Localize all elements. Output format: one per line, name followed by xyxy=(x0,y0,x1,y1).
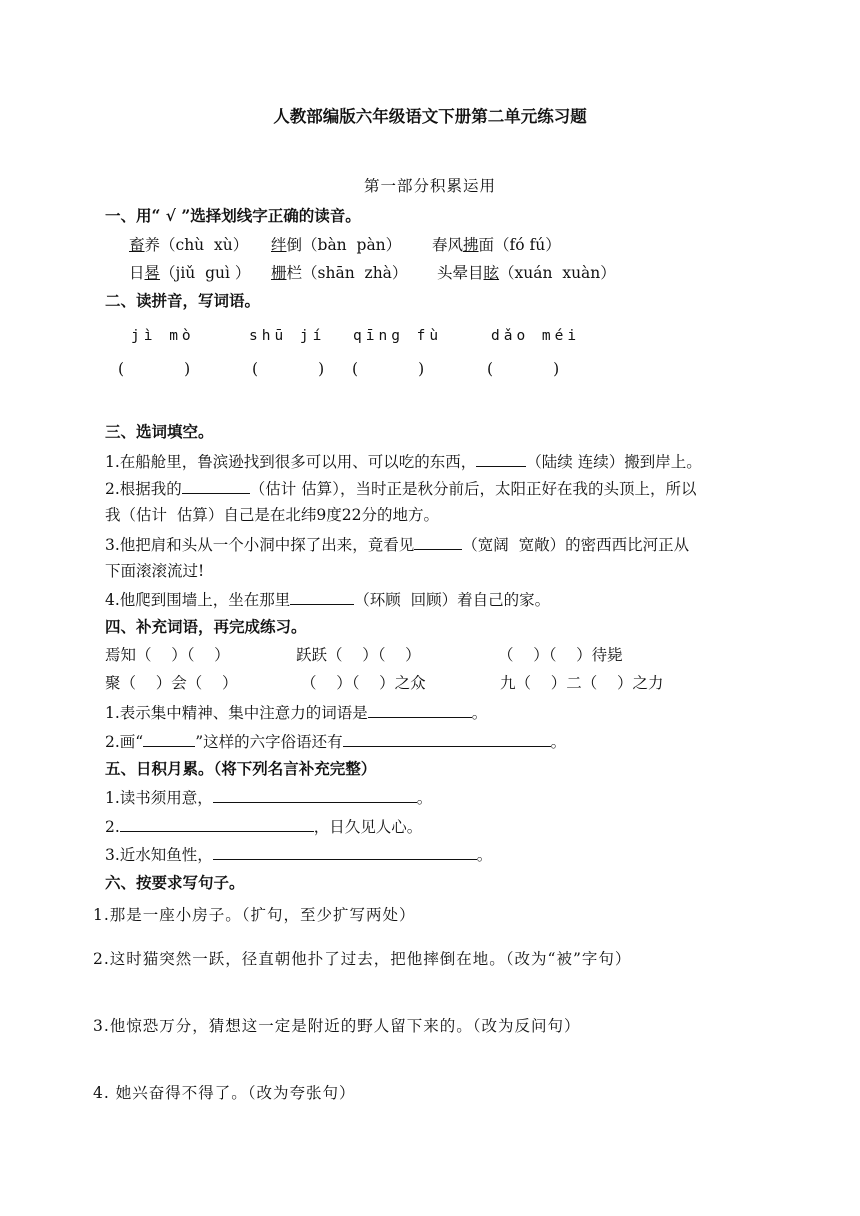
fill-question-4 xyxy=(105,589,550,610)
idiom-6: 九（ ）二（ ）之力 xyxy=(500,674,664,692)
underlined-char: 晷 xyxy=(144,264,161,282)
question-text: 1.读书须用意， xyxy=(105,789,213,807)
choice-text: （jiǔ guì ） xyxy=(160,264,251,282)
question-text: 。 xyxy=(550,733,567,751)
question-text: 2.根据我的 xyxy=(105,480,182,498)
question-text: 2. xyxy=(105,818,120,836)
idiom-text: 聚 xyxy=(105,674,121,692)
pinyin-choice-6 xyxy=(437,263,616,283)
idiom-text: 二 xyxy=(566,674,582,692)
answer-blank[interactable] xyxy=(182,478,250,494)
idiom-text: 之众 xyxy=(394,674,426,692)
choice-text: 栏（shān zhà） xyxy=(286,264,408,282)
answer-blank[interactable] xyxy=(120,816,314,832)
idiom-text: 九 xyxy=(500,674,516,692)
idiom-5: （ ）（ ）之众 xyxy=(301,674,426,692)
answer-blank[interactable] xyxy=(343,731,551,747)
section-2-heading: 二、读拼音，写词语。 xyxy=(105,291,261,310)
underlined-char: 栅 xyxy=(271,264,287,282)
underlined-char: 拂 xyxy=(463,236,479,254)
answer-box-4[interactable]: ( ) xyxy=(487,360,560,378)
answer-blank[interactable] xyxy=(476,451,526,467)
worksheet-title: 人教部编版六年级语文下册第二单元练习题 xyxy=(273,107,587,126)
choice-text: 养（chù xù） xyxy=(144,236,249,254)
pinyin-word-4: dǎo méi xyxy=(491,328,581,344)
section-6-heading: 六、按要求写句子。 xyxy=(105,873,245,892)
question-text: ”这样的六字俗语还有 xyxy=(195,733,343,751)
choice-prefix: 春风 xyxy=(432,236,464,254)
choice-prefix: 头晕目 xyxy=(437,264,484,282)
question-text: （估计 估算），当时正是秋分前后，太阳正好在我的头顶上，所以 xyxy=(249,480,697,498)
section-1-heading: 一、用“ √ ”选择划线字正确的读音。 xyxy=(105,206,361,225)
answer-blank[interactable] xyxy=(368,702,472,718)
pinyin-word-2: shū jí xyxy=(249,328,326,344)
question-text: 。 xyxy=(471,704,488,722)
pinyin-choice-1 xyxy=(129,235,248,255)
idiom-question-2 xyxy=(105,731,566,752)
choice-text: （xuán xuàn） xyxy=(499,264,616,282)
pinyin-choice-2 xyxy=(271,235,401,255)
idiom-text: 跃跃 xyxy=(296,646,328,664)
sentence-task-4: 4. 她兴奋得不得了。（改为夸张句） xyxy=(93,1084,356,1102)
idiom-2: 跃跃（ ）（ ） xyxy=(296,646,421,664)
pinyin-choice-4 xyxy=(129,263,250,283)
idiom-question-1 xyxy=(105,702,487,723)
idiom-text: 会 xyxy=(171,674,187,692)
part-title: 第一部分积累运用 xyxy=(363,177,496,195)
idiom-4: 聚（ ）会（ ） xyxy=(105,674,238,692)
choice-text: 面（fó fú） xyxy=(478,236,561,254)
sentence-task-1: 1.那是一座小房子。（扩句，至少扩写两处） xyxy=(93,906,416,924)
pinyin-word-1: jì mò xyxy=(131,328,195,344)
underlined-char: 眩 xyxy=(483,264,500,282)
question-text: 4.他爬到围墙上，坐在那里 xyxy=(105,591,291,609)
answer-blank[interactable] xyxy=(213,844,477,860)
idiom-1: 焉知（ ）（ ） xyxy=(105,646,230,664)
section-4-heading: 四、补充词语，再完成练习。 xyxy=(105,617,307,636)
question-text: 。 xyxy=(476,846,493,864)
fill-question-3 xyxy=(105,534,689,555)
question-text: ，日久见人心。 xyxy=(313,818,423,836)
underlined-char: 绊 xyxy=(271,236,287,254)
answer-blank[interactable] xyxy=(213,787,417,803)
idiom-3: （ ）（ ）待毙 xyxy=(498,646,623,664)
answer-blank[interactable] xyxy=(143,731,195,747)
fill-question-3-cont: 下面滚滚流过! xyxy=(105,562,205,580)
question-text: 1.在船舱里，鲁滨逊找到很多可以用、可以吃的东西， xyxy=(105,453,477,471)
section-5-heading: 五、日积月累。（将下列名言补充完整） xyxy=(105,759,377,778)
sentence-task-3: 3.他惊恐万分，猜想这一定是附近的野人留下来的。（改为反问句） xyxy=(93,1017,581,1035)
question-text: 3.近水知鱼性， xyxy=(105,846,213,864)
answer-blank[interactable] xyxy=(414,534,462,550)
pinyin-choice-5 xyxy=(271,263,407,283)
fill-question-2 xyxy=(105,478,696,499)
question-text: 3.他把肩和头从一个小洞中探了出来，竟看见 xyxy=(105,536,415,554)
idiom-text: 焉知 xyxy=(105,646,137,664)
quote-3 xyxy=(105,844,492,865)
section-3-heading: 三、选词填空。 xyxy=(105,422,214,441)
answer-box-2[interactable]: ( ) xyxy=(252,360,325,378)
question-text: 。 xyxy=(416,789,433,807)
question-text: （陆续 连续）搬到岸上。 xyxy=(526,453,702,471)
pinyin-choice-3 xyxy=(432,235,561,255)
quote-2 xyxy=(105,816,422,837)
question-text: 2.画“ xyxy=(105,733,144,751)
question-text: （环顾 回顾）着自己的家。 xyxy=(354,591,551,609)
question-text: 1.表示集中精神、集中注意力的词语是 xyxy=(105,704,368,722)
fill-question-1 xyxy=(105,451,702,472)
answer-blank[interactable] xyxy=(290,589,354,605)
choice-text: 倒（bàn pàn） xyxy=(286,236,402,254)
choice-prefix: 日 xyxy=(129,264,145,282)
sentence-task-2: 2.这时猫突然一跃，径直朝他扑了过去，把他摔倒在地。（改为“被”字句） xyxy=(93,950,632,968)
idiom-text: 之力 xyxy=(632,674,664,692)
pinyin-word-3: qīng fù xyxy=(353,328,443,344)
quote-1 xyxy=(105,787,432,808)
fill-question-2-cont: 我（估计 估算）自己是在北纬9度22分的地方。 xyxy=(105,506,439,524)
answer-box-1[interactable]: ( ) xyxy=(118,360,191,378)
question-text: （宽阔 宽敞）的密西西比河正从 xyxy=(462,536,690,554)
idiom-text: 待毙 xyxy=(591,646,623,664)
underlined-char: 畜 xyxy=(129,236,145,254)
answer-box-3[interactable]: ( ) xyxy=(352,360,425,378)
